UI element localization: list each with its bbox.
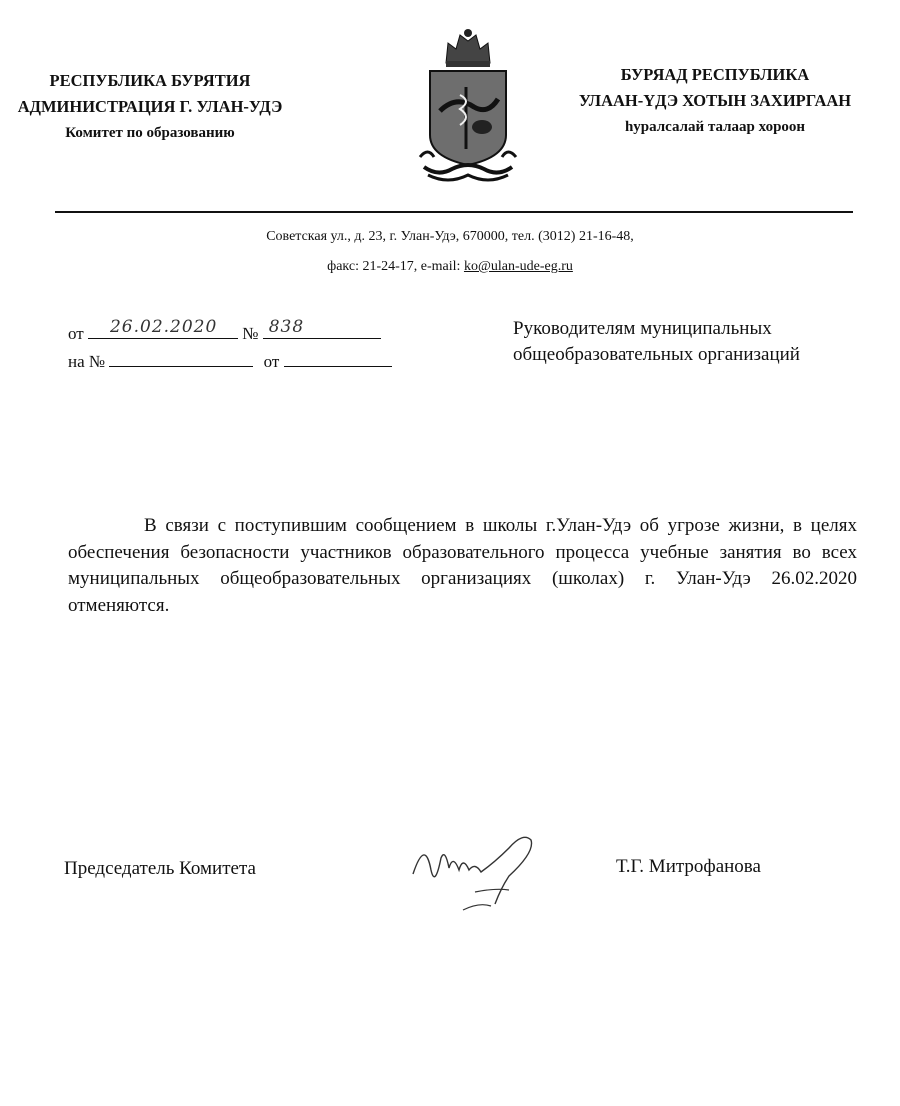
signatory-position: Председатель Комитета <box>64 858 256 879</box>
reg-reply-label: на № <box>68 352 106 371</box>
contact-fax: факс: 21-24-17, e-mail: <box>327 259 464 274</box>
reg-reply-number-field <box>109 348 253 367</box>
header-right <box>540 62 890 140</box>
ulan-ude-coat-of-arms-icon <box>408 25 528 187</box>
reg-date-field <box>88 317 238 339</box>
header-left <box>0 68 320 146</box>
reg-number-handwritten: 838 <box>268 317 305 337</box>
reg-number-field <box>263 317 381 339</box>
reg-date-handwritten: 26.02.2020 <box>109 317 218 337</box>
header-right-republic: БУРЯАД РЕСПУБЛИКА <box>620 65 810 84</box>
addressee-block <box>513 316 883 368</box>
header-left-republic: РЕСПУБЛИКА БУРЯТИЯ <box>49 71 251 90</box>
reg-reply-date-field <box>284 348 392 367</box>
contact-email-link[interactable]: ko@ulan-ude-eg.ru <box>463 259 573 274</box>
header-right-committee: һуралсалай талаар хороон <box>624 119 806 135</box>
contact-fax-email <box>0 259 900 275</box>
handwritten-signature <box>405 818 555 918</box>
reg-reply-from-label: от <box>263 352 280 371</box>
reg-from-label: от <box>68 324 84 343</box>
addressee-line-1: Руководителям муниципальных <box>513 318 772 339</box>
header-left-administration: АДМИНИСТРАЦИЯ Г. УЛАН-УДЭ <box>17 97 283 116</box>
letter-body: В связи с поступившим сообщением в школы г.Улан-Удэ об угрозе жизни, в целях обеспечения безопасности участников образовательного процесса учебные занятия во всех муниципальных общеобразовательных организациях (школах) г. Улан-Удэ 26.02.2020 отменяются. <box>68 515 857 616</box>
header-left-committee: Комитет по образованию <box>65 125 235 141</box>
reg-number-label: № <box>242 324 259 343</box>
registration-row-outgoing <box>68 317 381 344</box>
addressee-line-2: общеобразовательных организаций <box>513 344 800 365</box>
registration-row-reply <box>68 348 392 372</box>
contact-address: Советская ул., д. 23, г. Улан-Удэ, 670000, тел. (3012) 21-16-48, <box>266 229 634 244</box>
header-divider <box>55 211 853 213</box>
header-right-administration: УЛААН-ҮДЭ ХОТЫН ЗАХИРГААН <box>578 91 852 110</box>
signatory-name: Т.Г. Митрофанова <box>616 856 761 877</box>
